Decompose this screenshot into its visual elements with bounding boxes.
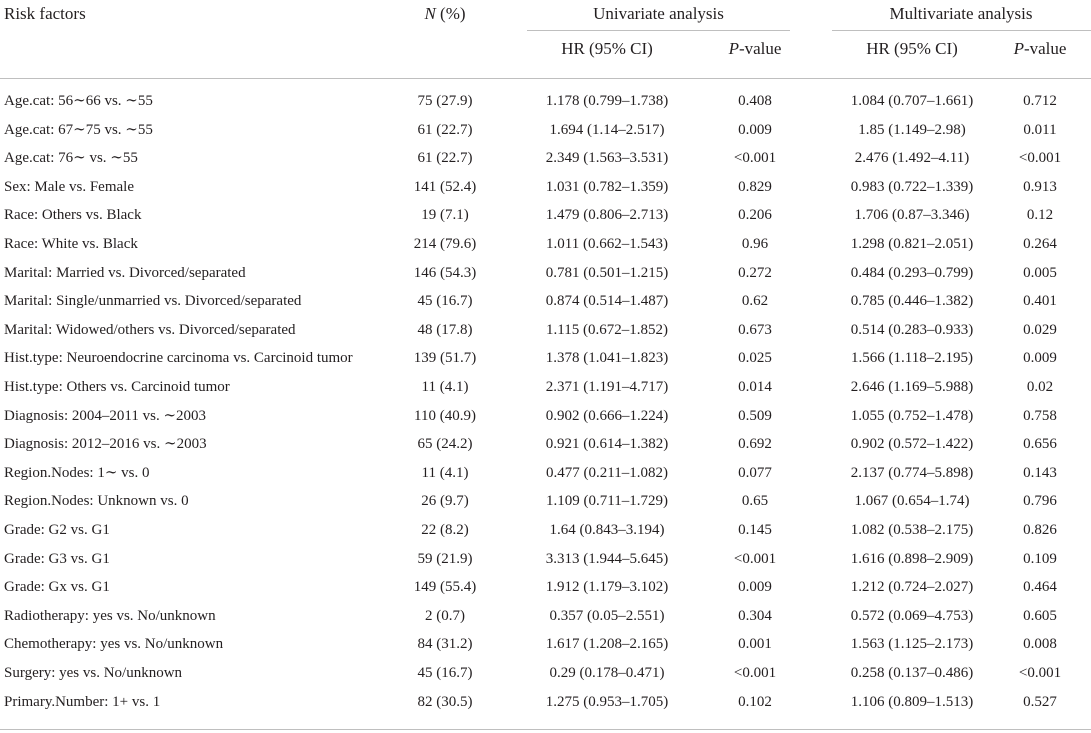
table-row bbox=[0, 287, 1091, 315]
header-uni-p-rest: -value bbox=[738, 39, 782, 58]
risk-factor-cell: Diagnosis: 2012–2016 vs. ∼2003 bbox=[4, 436, 207, 453]
n-percent-cell: 45 (16.7) bbox=[417, 665, 473, 681]
uni-hr-cell: 1.031 (0.782–1.359) bbox=[545, 178, 669, 195]
multi-hr-cell: 0.484 (0.293–0.799) bbox=[850, 264, 974, 281]
table-row bbox=[0, 545, 1091, 573]
table-row bbox=[0, 144, 1091, 172]
uni-p-cell: 0.025 bbox=[738, 350, 772, 367]
multi-p-cell: 0.264 bbox=[1023, 236, 1057, 252]
uni-hr-cell: 2.371 (1.191–4.717) bbox=[545, 379, 669, 395]
risk-factor-cell: Age.cat: 56∼66 vs. ∼55 bbox=[4, 93, 153, 109]
risk-factor-cell: Surgery: yes vs. No/unknown bbox=[4, 665, 183, 681]
risk-factor-cell: Race: White vs. Black bbox=[4, 236, 138, 252]
uni-hr-cell: 1.378 (1.041–1.823) bbox=[545, 350, 669, 367]
n-percent-cell: 22 (8.2) bbox=[421, 522, 469, 538]
multi-p-cell: 0.008 bbox=[1023, 636, 1057, 653]
risk-factor-cell: Grade: G2 vs. G1 bbox=[4, 522, 110, 538]
multi-p-cell: <0.001 bbox=[1018, 665, 1062, 681]
uni-p-cell: 0.829 bbox=[738, 178, 772, 195]
table-row bbox=[0, 573, 1091, 601]
multi-p-cell: 0.464 bbox=[1023, 579, 1057, 596]
header-multi-p bbox=[990, 37, 1090, 61]
table-row bbox=[0, 430, 1091, 458]
multi-hr-cell: 2.646 (1.169–5.988) bbox=[850, 379, 974, 395]
multi-hr-cell: 0.258 (0.137–0.486) bbox=[850, 665, 974, 681]
n-percent-cell: 45 (16.7) bbox=[417, 293, 473, 310]
risk-factor-cell: Hist.type: Neuroendocrine carcinoma vs. Carcinoid tumor bbox=[4, 350, 353, 367]
uni-hr-cell: 0.902 (0.666–1.224) bbox=[545, 407, 669, 424]
table-row bbox=[0, 173, 1091, 201]
risk-factor-cell: Age.cat: 67∼75 vs. ∼55 bbox=[4, 121, 153, 138]
multi-p-cell: 0.712 bbox=[1023, 93, 1057, 109]
header-uni-p bbox=[700, 37, 810, 61]
multi-hr-cell: 1.106 (0.809–1.513) bbox=[850, 693, 974, 710]
header-bottom-rule bbox=[0, 78, 1091, 79]
table-row bbox=[0, 116, 1091, 144]
multi-p-cell: 0.527 bbox=[1023, 693, 1057, 710]
n-percent-cell: 48 (17.8) bbox=[417, 321, 473, 338]
table-row bbox=[0, 201, 1091, 229]
risk-factor-cell: Grade: Gx vs. G1 bbox=[4, 579, 110, 596]
uni-p-cell: 0.673 bbox=[738, 321, 772, 338]
uni-p-cell: 0.62 bbox=[741, 293, 769, 310]
multi-hr-cell: 0.983 (0.722–1.339) bbox=[850, 178, 974, 195]
risk-factor-cell: Sex: Male vs. Female bbox=[4, 178, 134, 195]
multi-p-cell: 0.02 bbox=[1026, 379, 1054, 395]
multi-p-cell: 0.109 bbox=[1023, 550, 1057, 567]
table-row bbox=[0, 259, 1091, 287]
header-uni-hr: HR (95% CI) bbox=[561, 39, 653, 58]
uni-p-cell: 0.206 bbox=[738, 207, 772, 224]
n-percent-cell: 110 (40.9) bbox=[414, 407, 476, 424]
n-percent-cell: 59 (21.9) bbox=[417, 550, 473, 567]
table-row bbox=[0, 516, 1091, 544]
uni-p-cell: 0.014 bbox=[738, 379, 772, 395]
header-n-rest: (%) bbox=[435, 4, 466, 23]
multi-hr-cell: 2.137 (0.774–5.898) bbox=[850, 464, 974, 481]
uni-hr-cell: 1.011 (0.662–1.543) bbox=[546, 236, 668, 252]
n-percent-cell: 11 (4.1) bbox=[421, 379, 469, 395]
uni-p-cell: 0.96 bbox=[741, 236, 769, 252]
uni-hr-cell: 0.357 (0.05–2.551) bbox=[549, 607, 665, 624]
uni-hr-cell: 1.617 (1.208–2.165) bbox=[545, 636, 669, 653]
multi-hr-cell: 1.055 (0.752–1.478) bbox=[850, 407, 974, 424]
uni-hr-cell: 1.912 (1.179–3.102) bbox=[545, 579, 669, 596]
multi-hr-cell: 1.85 (1.149–2.98) bbox=[858, 121, 966, 138]
multi-p-cell: 0.605 bbox=[1023, 607, 1057, 624]
multi-hr-cell: 0.572 (0.069–4.753) bbox=[850, 607, 974, 624]
risk-factor-cell: Region.Nodes: 1∼ vs. 0 bbox=[4, 464, 150, 481]
uni-p-cell: 0.408 bbox=[738, 93, 772, 109]
table-row bbox=[0, 87, 1091, 115]
uni-hr-cell: 1.64 (0.843–3.194) bbox=[549, 522, 665, 538]
table-row bbox=[0, 659, 1091, 687]
n-percent-cell: 11 (4.1) bbox=[421, 464, 469, 481]
risk-factor-cell: Age.cat: 76∼ vs. ∼55 bbox=[4, 150, 138, 167]
uni-hr-cell: 1.115 (0.672–1.852) bbox=[546, 321, 668, 338]
uni-hr-cell: 3.313 (1.944–5.645) bbox=[545, 550, 669, 567]
uni-hr-cell: 1.694 (1.14–2.517) bbox=[549, 121, 665, 138]
uni-hr-cell: 2.349 (1.563–3.531) bbox=[545, 150, 669, 167]
uni-p-cell: <0.001 bbox=[733, 665, 777, 681]
uni-p-cell: 0.009 bbox=[738, 121, 772, 138]
multi-p-cell: 0.913 bbox=[1023, 178, 1057, 195]
risk-factor-cell: Primary.Number: 1+ vs. 1 bbox=[4, 693, 161, 710]
header-n-italic: N bbox=[424, 4, 436, 23]
multi-p-cell: 0.758 bbox=[1023, 407, 1057, 424]
uni-hr-cell: 0.781 (0.501–1.215) bbox=[545, 264, 669, 281]
multi-p-cell: 0.011 bbox=[1023, 121, 1057, 138]
risk-factor-cell: Marital: Single/unmarried vs. Divorced/separated bbox=[4, 293, 302, 310]
n-percent-cell: 65 (24.2) bbox=[417, 436, 473, 453]
multi-hr-cell: 1.067 (0.654–1.74) bbox=[854, 493, 970, 510]
n-percent-cell: 61 (22.7) bbox=[417, 150, 473, 167]
uni-p-cell: <0.001 bbox=[733, 550, 777, 567]
n-percent-cell: 149 (55.4) bbox=[413, 579, 477, 596]
multi-p-cell: 0.009 bbox=[1023, 350, 1057, 367]
table-row bbox=[0, 688, 1091, 716]
table-bottom-rule bbox=[0, 729, 1091, 730]
multi-hr-cell: 1.298 (0.821–2.051) bbox=[850, 236, 974, 252]
multi-p-cell: 0.029 bbox=[1023, 321, 1057, 338]
n-percent-cell: 146 (54.3) bbox=[413, 264, 477, 281]
multi-hr-cell: 1.084 (0.707–1.661) bbox=[850, 93, 974, 109]
risk-factor-cell: Hist.type: Others vs. Carcinoid tumor bbox=[4, 379, 230, 395]
multi-p-cell: 0.401 bbox=[1023, 293, 1057, 310]
uni-p-cell: 0.001 bbox=[738, 636, 772, 653]
uni-p-cell: 0.509 bbox=[738, 407, 772, 424]
uni-p-cell: 0.077 bbox=[738, 464, 772, 481]
uni-hr-cell: 0.477 (0.211–1.082) bbox=[546, 464, 668, 481]
multi-p-cell: 0.143 bbox=[1023, 464, 1057, 481]
table-row bbox=[0, 344, 1091, 372]
multi-p-cell: <0.001 bbox=[1018, 150, 1062, 167]
table-row bbox=[0, 602, 1091, 630]
table-row bbox=[0, 373, 1091, 401]
n-percent-cell: 19 (7.1) bbox=[421, 207, 469, 224]
uni-p-cell: 0.65 bbox=[741, 493, 769, 510]
uni-p-cell: <0.001 bbox=[733, 150, 777, 167]
multi-hr-cell: 1.082 (0.538–2.175) bbox=[850, 522, 974, 538]
uni-p-cell: 0.145 bbox=[738, 522, 772, 538]
multi-p-cell: 0.656 bbox=[1023, 436, 1057, 453]
multivariate-underline bbox=[832, 30, 1091, 31]
multi-hr-cell: 0.785 (0.446–1.382) bbox=[850, 293, 974, 310]
risk-factor-cell: Diagnosis: 2004–2011 vs. ∼2003 bbox=[4, 407, 207, 424]
header-n-percent bbox=[380, 2, 510, 26]
n-percent-cell: 75 (27.9) bbox=[417, 93, 473, 109]
risk-factor-cell: Radiotherapy: yes vs. No/unknown bbox=[4, 607, 216, 624]
table-row bbox=[0, 402, 1091, 430]
n-percent-cell: 214 (79.6) bbox=[413, 236, 477, 252]
multi-p-cell: 0.796 bbox=[1023, 493, 1057, 510]
header-multi-p-rest: -value bbox=[1023, 39, 1067, 58]
n-percent-cell: 2 (0.7) bbox=[425, 607, 465, 624]
multi-hr-cell: 0.902 (0.572–1.422) bbox=[850, 436, 974, 453]
risk-factor-cell: Grade: G3 vs. G1 bbox=[4, 550, 110, 567]
uni-hr-cell: 0.921 (0.614–1.382) bbox=[545, 436, 669, 453]
header-multi-p-italic: P bbox=[1013, 39, 1024, 58]
uni-hr-cell: 0.29 (0.178–0.471) bbox=[549, 665, 665, 681]
uni-hr-cell: 1.275 (0.953–1.705) bbox=[545, 693, 669, 710]
uni-p-cell: 0.009 bbox=[738, 579, 772, 596]
multi-p-cell: 0.826 bbox=[1023, 522, 1057, 538]
header-multi-hr: HR (95% CI) bbox=[866, 39, 958, 58]
uni-hr-cell: 1.178 (0.799–1.738) bbox=[545, 93, 669, 109]
header-risk-factors: Risk factors bbox=[4, 4, 86, 23]
header-multivariate: Multivariate analysis bbox=[889, 4, 1033, 23]
table-row bbox=[0, 487, 1091, 515]
n-percent-cell: 82 (30.5) bbox=[417, 693, 473, 710]
uni-hr-cell: 0.874 (0.514–1.487) bbox=[545, 293, 669, 310]
n-percent-cell: 26 (9.7) bbox=[421, 493, 469, 510]
univariate-underline bbox=[527, 30, 790, 31]
multi-p-cell: 0.12 bbox=[1026, 207, 1054, 224]
multi-hr-cell: 1.566 (1.118–2.195) bbox=[851, 350, 973, 367]
table-row bbox=[0, 459, 1091, 487]
table-row bbox=[0, 630, 1091, 658]
risk-factor-cell: Marital: Married vs. Divorced/separated bbox=[4, 264, 246, 281]
n-percent-cell: 139 (51.7) bbox=[413, 350, 477, 367]
multi-p-cell: 0.005 bbox=[1023, 264, 1057, 281]
multi-hr-cell: 1.706 (0.87–3.346) bbox=[854, 207, 970, 224]
n-percent-cell: 141 (52.4) bbox=[413, 178, 477, 195]
uni-hr-cell: 1.109 (0.711–1.729) bbox=[546, 493, 668, 510]
header-univariate: Univariate analysis bbox=[593, 4, 724, 23]
header-uni-p-italic: P bbox=[728, 39, 739, 58]
uni-p-cell: 0.272 bbox=[738, 264, 772, 281]
n-percent-cell: 84 (31.2) bbox=[417, 636, 473, 653]
table-row bbox=[0, 230, 1091, 258]
multi-hr-cell: 2.476 (1.492–4.11) bbox=[854, 150, 970, 167]
risk-factor-cell: Marital: Widowed/others vs. Divorced/separated bbox=[4, 321, 296, 338]
uni-p-cell: 0.102 bbox=[738, 693, 772, 710]
multi-hr-cell: 1.563 (1.125–2.173) bbox=[850, 636, 974, 653]
risk-factor-cell: Race: Others vs. Black bbox=[4, 207, 142, 224]
table-row bbox=[0, 316, 1091, 344]
multi-hr-cell: 0.514 (0.283–0.933) bbox=[850, 321, 974, 338]
multi-hr-cell: 1.616 (0.898–2.909) bbox=[850, 550, 974, 567]
n-percent-cell: 61 (22.7) bbox=[417, 121, 473, 138]
risk-factor-cell: Region.Nodes: Unknown vs. 0 bbox=[4, 493, 189, 510]
uni-p-cell: 0.304 bbox=[738, 607, 772, 624]
multi-hr-cell: 1.212 (0.724–2.027) bbox=[850, 579, 974, 596]
uni-hr-cell: 1.479 (0.806–2.713) bbox=[545, 207, 669, 224]
uni-p-cell: 0.692 bbox=[738, 436, 772, 453]
risk-factor-cell: Chemotherapy: yes vs. No/unknown bbox=[4, 636, 224, 653]
